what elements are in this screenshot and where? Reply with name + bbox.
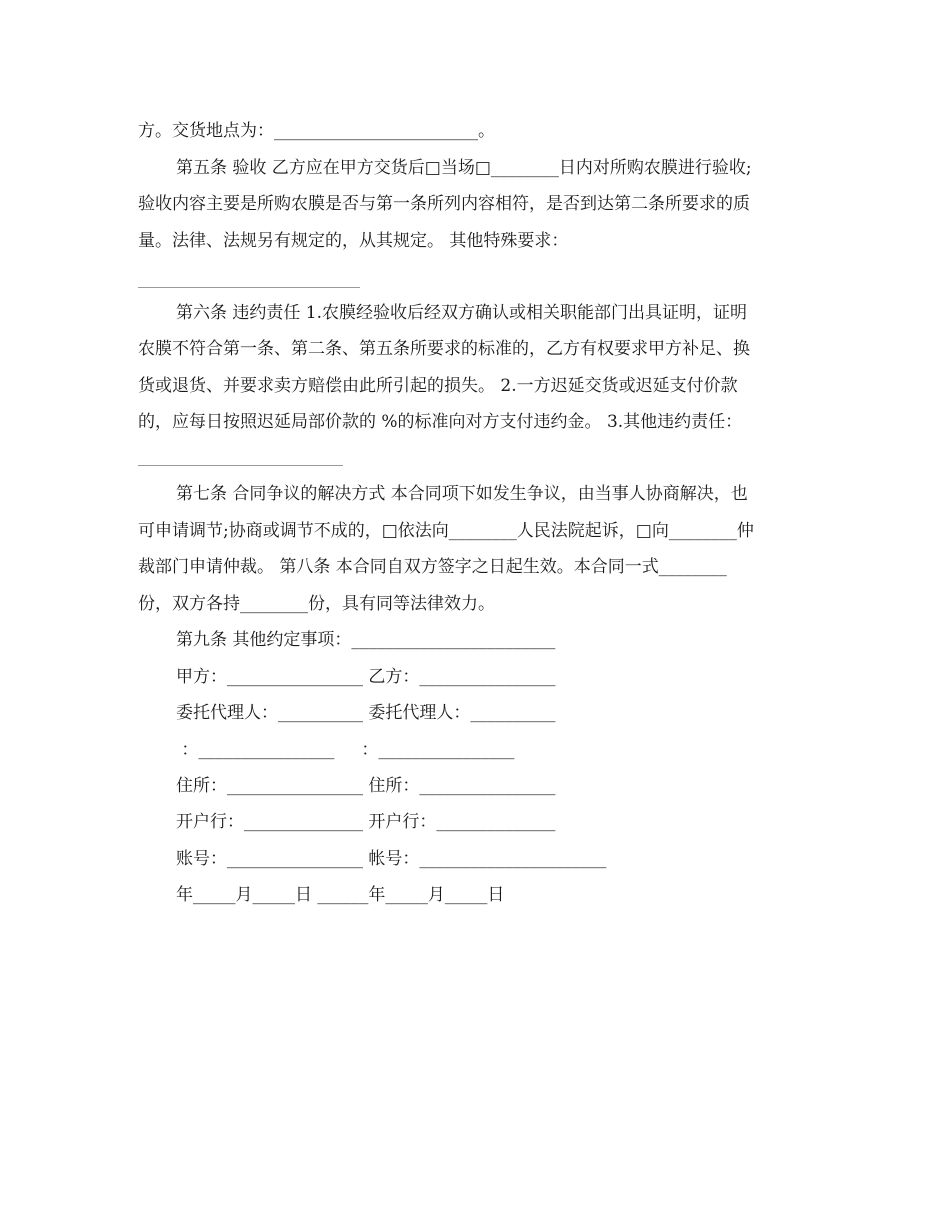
text-line-7: 货或退货、并要求卖方赔偿由此所引起的损失。 2.一方迟延交货或迟延支付价款 xyxy=(138,376,738,396)
agents-line: 委托代理人：__________ 委托代理人：__________ xyxy=(176,703,556,723)
special-requirements-blank xyxy=(138,287,360,288)
date-line: 年_____月_____日 ______年_____月_____日 xyxy=(176,885,505,905)
text-line-8: 的，应每日按照迟延局部价款的 %的标准向对方支付违约金。 3.其他违约责任： xyxy=(138,412,743,432)
address-line: 住所：________________ 住所：________________ xyxy=(176,776,556,796)
text-line-9: 第七条 合同争议的解决方式 本合同项下如发生争议，由当事人协商解决，也 xyxy=(176,484,748,504)
text-line-2: 第五条 验收 乙方应在甲方交货后□当场□________日内对所购农膜进行验收; xyxy=(176,158,752,178)
text-line-12: 份，双方各持________份，具有同等法律效力。 xyxy=(138,594,495,614)
other-liability-blank xyxy=(138,465,343,466)
unlabeled-fields-line: ：________________ ：________________ xyxy=(176,740,515,760)
text-line-10: 可申请调节;协商或调节不成的，□依法向________人民法院起诉，□向________仲 xyxy=(138,521,754,541)
text-line-13: 第九条 其他约定事项：________________________ xyxy=(176,630,556,650)
text-line-5: 第六条 违约责任 1.农膜经验收后经双方确认或相关职能部门出具证明，证明 xyxy=(176,303,748,323)
party-names-line: 甲方：________________ 乙方：________________ xyxy=(176,667,556,687)
text-line-3: 验收内容主要是所购农膜是否与第一条所列内容相符，是否到达第二条所要求的质 xyxy=(138,194,750,214)
bank-line: 开户行：______________ 开户行：______________ xyxy=(176,812,556,832)
text-line-11: 裁部门申请仲裁。 第八条 本合同自双方签字之日起生效。本合同一式________ xyxy=(138,557,727,577)
text-line-4: 量。法律、法规另有规定的，从其规定。 其他特殊要求： xyxy=(138,231,569,251)
text-line-1: 方。交货地点为：________________________。 xyxy=(138,121,495,141)
account-line: 账号：________________ 帐号：______________________ xyxy=(176,849,607,869)
text-line-6: 农膜不符合第一条、第二条、第五条所要求的标准的，乙方有权要求甲方补足、换 xyxy=(138,339,750,359)
